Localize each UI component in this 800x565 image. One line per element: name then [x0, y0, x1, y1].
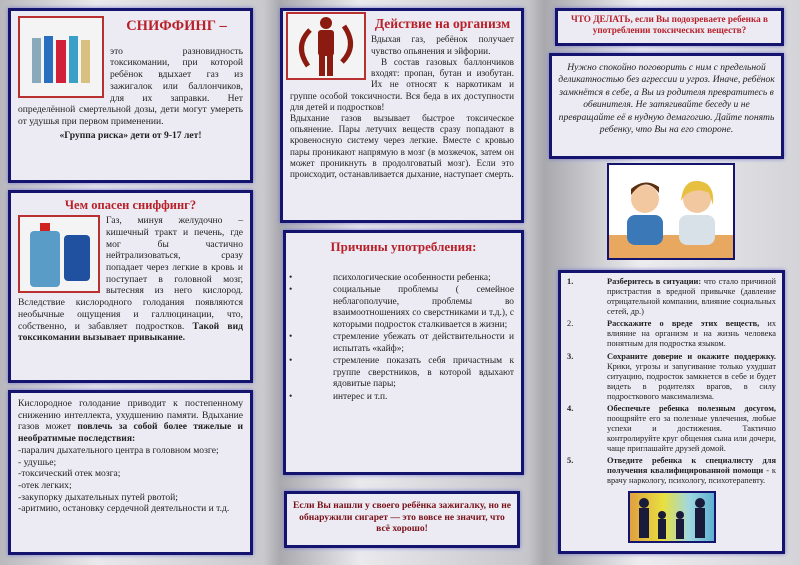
danger-panel — [8, 190, 253, 383]
reasons-panel — [283, 230, 524, 475]
step-text: поощряйте его за полезные увлечения, любые успехи и достижения. Тактично контролируйте круг общения сына или дочери, чаще приглашайте друзей домой. — [607, 414, 776, 454]
step-text: Крики, угрозы и запугивание только ухудшат ситуацию, подросток замкнется в себе и будет видеть в родителях врагов, в силу подросткового максимализма. — [607, 361, 776, 401]
what-to-do-title: ЧТО ДЕЛАТЬ, если Вы подозреваете ребенка в употреблении токсических веществ? — [571, 14, 768, 36]
body-cycle-icon — [286, 12, 366, 80]
effect-p2: В состав газовых баллончиков входят: пропан, бутан и изобутан. Их не относят к наркотикам и группе особой токсичности. Вся беда в их доступности для детей и подростков! — [290, 56, 514, 112]
effect-panel — [280, 8, 524, 223]
what-to-do-title-panel — [555, 8, 784, 46]
step-item: 1. Разберитесь в ситуации: что стало причиной пристрастия в вредной привычке (давление отрицательной компании, влияние социальных сетей, др.) — [567, 277, 776, 317]
step-bold: Отведите ребенка к специалисту для получения квалифицированной помощи — [607, 456, 776, 476]
reason-item: • социальные проблемы ( семейное неблагополучие, проблемы во взаимоотношениях со сверстниками и т.д.), с которыми подросток сталкивается в жизни; — [287, 285, 514, 331]
reason-item: • психологические особенности ребенка; — [287, 273, 514, 284]
consequence-item: -паралич дыхательного центра в головном мозге; — [18, 444, 219, 456]
advice-text: Нужно спокойно поговорить с ним с предельной деликатностью без агрессии и угроз. Иначе, ребёнок замкнётся в себе, а Вы из родителя превратитесь в обвинителя. Не затягивайте беседу и не превращайте её в нудную демагогию. Дайте понять ребенку, что Вы на его стороне. — [558, 62, 775, 136]
step-item: 3. Сохраните доверие и окажите поддержку. Крики, угрозы и запугивание только ухудшат ситуацию, подросток замкнется в себе и будет видеть в родителях врагов, в силу подросткового максимализма. — [567, 351, 776, 401]
family-silhouette-image — [628, 491, 716, 543]
step-bold: Сохраните доверие и окажите поддержку. — [607, 351, 776, 361]
steps-list — [567, 277, 776, 487]
gas-cans-image — [18, 215, 100, 293]
step-item: 2. Расскажите о вреде этих веществ, их влияние на организм и на жизнь человека понятным для подростка языком. — [567, 319, 777, 349]
parent-child-illustration — [607, 163, 735, 260]
consequences-bold: повлечь за собой более тяжелые и необратимые последствия: — [18, 421, 244, 445]
step-item: 5. Отведите ребенка к специалисту для получения квалифицированной помощи - к врачу наркологу, психологу, психотерапевту. — [567, 456, 776, 486]
consequences-text: Кислородное голодание приводит к постепенному снижению интеллекта, ухудшению памяти. Вдыхание газов может — [18, 398, 243, 433]
reason-item: • стремление показать себя причастным к группе сверстников, в которой вдыхают ядовитые пары; — [287, 356, 514, 390]
consequence-item: -токсический отек мозга; — [18, 468, 121, 480]
consequence-item: -закупорку дыхательных путей рвотой; — [18, 491, 178, 503]
sniffing-title: СНИФФИНГ – — [126, 18, 227, 34]
advice-panel — [549, 53, 784, 159]
danger-title: Чем опасен сниффинг? — [64, 198, 197, 212]
effect-p1: Вдыхая газ, ребёнок получает чувство опьянения и эйфории. — [371, 34, 514, 56]
steps-panel — [558, 270, 785, 554]
danger-text: Газ, минуя желудочно – кишечный тракт и печень, где мог бы частично нейтрализоваться, сразу попадает через легкие в кровь и поступает в головной мозг, вытесняя из него кислород. Вследствие кислородного голодания появляются необычные ощущения и галлюцинации, что, собственно, и забавляет подростков. — [18, 215, 243, 332]
risk-group: «Группа риска» дети от 9-17 лет! — [59, 129, 202, 141]
step-bold: Расскажите о вреде этих веществ, — [607, 319, 760, 329]
reasons-list — [287, 273, 514, 403]
step-text: - к врачу наркологу, психологу, психотерапевту. — [607, 466, 776, 486]
danger-bold: Такой вид токсикомании вызывает привыкание. — [18, 320, 243, 344]
step-bold: Разберитесь в ситуации: — [607, 277, 702, 286]
warning-text: Если Вы нашли у своего ребёнка зажигалку, но не обнаружили сигарет — это вовсе не значит, что всё хорошо! — [293, 500, 511, 535]
reasons-title: Причины употребления: — [330, 239, 477, 254]
consequence-item: -отек легких; — [18, 479, 72, 491]
sniffing-definition-panel — [8, 8, 253, 183]
reason-item: • стремление убежать от действительности и испытать «кайф»; — [287, 332, 514, 355]
effect-p3: Вдыхание газов вызывает быстрое токсическое опьянение. Пары летучих веществ сразу попадают в кровеносную систему через легкие. Вместе с кровью пары проникают напрямую в мозг (в мозжечок, затем он может проникнуть в продолговатый мозг). Если это происходит, останавливается дыхание, наступает смерть. — [290, 113, 514, 180]
lighters-image — [18, 16, 104, 98]
step-item: 4. Обеспечьте ребенка полезным досугом, поощряйте его за полезные увлечения, любые успехи и достижения. Тактично контролируйте круг общения сына или дочери, чаще приглашайте друзей домой. — [567, 403, 776, 454]
reason-item: • интерес и т.п. — [287, 392, 514, 403]
consequences-panel — [8, 390, 253, 555]
warning-panel — [284, 491, 520, 548]
sniffing-text: это разновидность токсикомании, при которой ребёнок вдыхает газ из зажигалок или баллончиков, для их заправки. Нет определённой смертельной дозы, дети могут умереть от удушья при первом применении. — [18, 45, 243, 127]
step-text: их влияние на организм и на жизнь человека понятным для подростка языком. — [607, 319, 777, 349]
step-bold: Обеспечьте ребенка полезным досугом, — [607, 403, 776, 413]
effect-title: Действие на организм — [374, 16, 511, 31]
step-text: что стало причиной пристрастия в вредной привычке (давление отрицательной компании, влияние социальных сетей, др.) — [607, 277, 776, 317]
consequence-item: -аритмию, остановку сердечной деятельности и т.д. — [18, 503, 230, 515]
consequence-item: - удушье; — [18, 456, 57, 468]
